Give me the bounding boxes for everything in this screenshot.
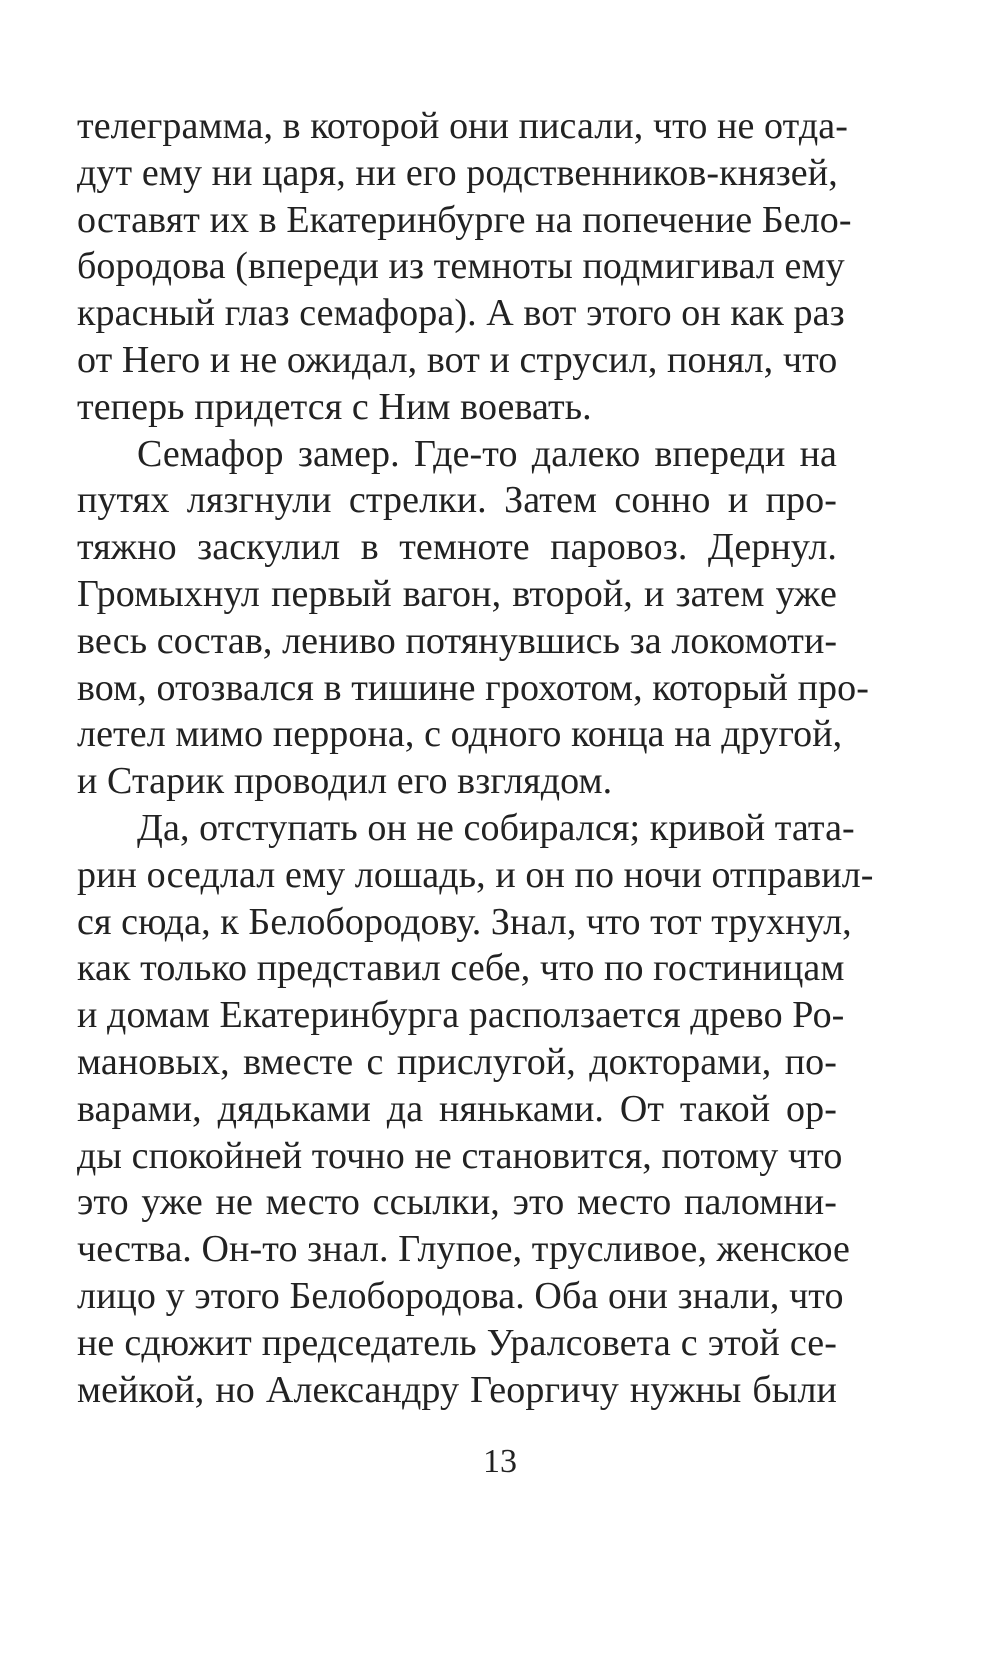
body-text	[77, 103, 874, 1413]
text-line: вом, отозвался в тишине грохотом, который про-	[77, 666, 869, 709]
text-line: тяжно заскулил в темноте паровоз. Дернул.	[77, 526, 837, 569]
text-line: ды спокойней точно не становится, потому что	[77, 1134, 843, 1177]
text-line: и домам Екатеринбурга расползается древо Ро-	[77, 994, 845, 1037]
text-line: красный глаз семафора). А вот этого он как раз	[77, 292, 845, 335]
text-line: ся сюда, к Белобородову. Знал, что тот трухнул,	[77, 900, 852, 943]
paragraph-3	[77, 805, 874, 1413]
text-line: Громыхнул первый вагон, второй, и затем уже	[77, 572, 837, 615]
text-line: весь состав, лениво потянувшись за локомоти-	[77, 619, 838, 662]
text-line: мановых, вместе с прислугой, докторами, по-	[77, 1040, 837, 1083]
text-line: теперь придется с Ним воевать.	[77, 385, 592, 428]
text-line: бородова (впереди из темноты подмигивал ему	[77, 245, 845, 288]
text-line: дут ему ни царя, ни его родственников-князей,	[77, 151, 838, 194]
text-line: Семафор замер. Где-то далеко впереди на	[137, 432, 837, 475]
text-line: рин оседлал ему лошадь, и он по ночи отправил-	[77, 853, 874, 896]
text-line: путях лязгнули стрелки. Затем сонно и про-	[77, 479, 837, 522]
text-line: это уже не место ссылки, это место паломни-	[77, 1181, 837, 1224]
text-line: чества. Он-то знал. Глупое, трусливое, женское	[77, 1228, 851, 1271]
text-line: и Старик проводил его взглядом.	[77, 760, 613, 803]
paragraph-1	[77, 103, 852, 431]
text-line: лицо у этого Белобородова. Оба они знали, что	[77, 1274, 844, 1317]
text-line: оставят их в Екатеринбурге на попечение Бело-	[77, 198, 852, 241]
text-line: Да, отступать он не собирался; кривой тата-	[137, 806, 855, 849]
text-line: как только представил себе, что по гостиницам	[77, 947, 845, 990]
text-line: от Него и не ожидал, вот и струсил, понял, что	[77, 338, 838, 381]
text-line: мейкой, но Александру Георгичу нужны были	[77, 1368, 837, 1411]
text-line: не сдюжит председатель Уралсовета с этой се-	[77, 1321, 837, 1364]
text-line: телеграмма, в которой они писали, что не отда-	[77, 105, 849, 147]
text-line: летел мимо перрона, с одного конца на другой,	[77, 713, 843, 756]
paragraph-2	[77, 431, 869, 805]
page-number: 13	[483, 1443, 517, 1480]
text-line: варами, дядьками да няньками. От такой ор-	[77, 1087, 837, 1130]
